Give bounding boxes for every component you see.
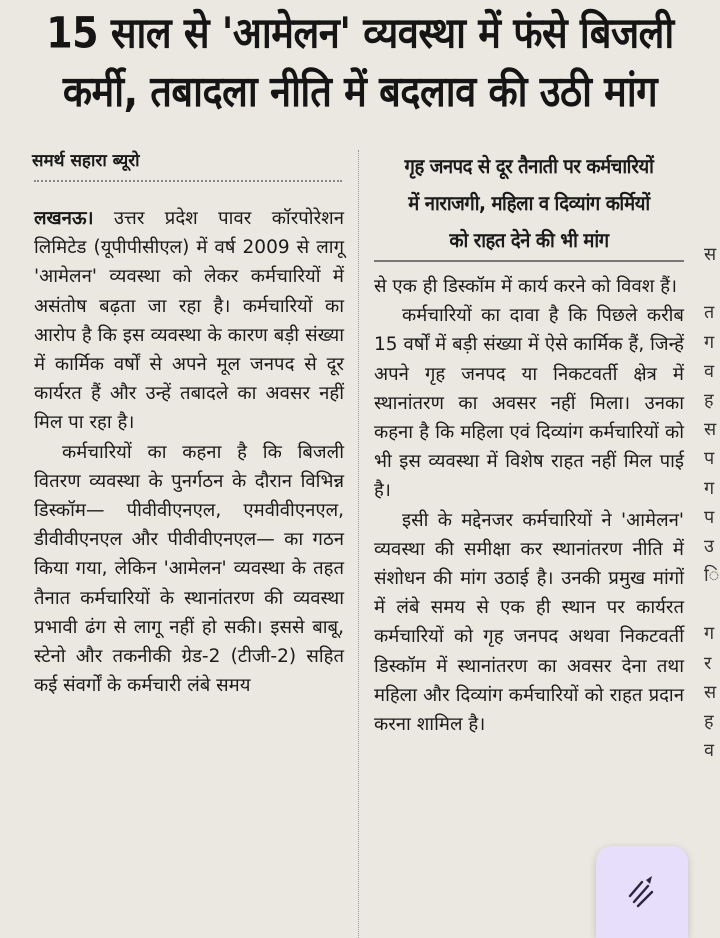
cutoff-glyph: प: [704, 448, 715, 470]
cutoff-glyph: ह: [704, 711, 714, 732]
paragraph-text: उत्तर प्रदेश पावर कॉरपोरेशन लिमिटेड (यूपीपीसीएल) में वर्ष 2009 से लागू 'आमेलन' व्यवस्था को लेकर कर्मचारियों में असंतोष बढ़ता जा रहा है। कर्मचारियों का आरोप है कि इस व्यवस्था के कारण बड़ी संख्या में कार्मिक वर्षों से अपने मूल जनपद से दूर कार्यरत हैं और उन्हें तबादले का अवसर नहीं मिल पा रहा है।: [34, 208, 344, 434]
cutoff-glyph: [704, 269, 720, 298]
cutoff-glyph: स: [704, 681, 717, 703]
column-separator: [358, 150, 359, 938]
byline: समर्थ सहारा ब्यूरो: [32, 151, 140, 171]
cutoff-glyph: त: [704, 302, 715, 324]
cutoff-glyph: व: [704, 740, 715, 762]
cutoff-glyph: ग: [704, 623, 715, 645]
paragraph: कर्मचारियों का कहना है कि बिजली वितरण व्यवस्था के पुनर्गठन के दौरान विभिन्न डिस्कॉम— पीवीवीएनएल, एमवीवीएनएल, डीवीवीएनएल और पीवीवीएनएल— का गठन किया गया, लेकिन 'आमेलन' व्यवस्था के तहत तैनात कर्मचारियों के स्थानांतरण की व्यवस्था प्रभावी ढंग से लागू नहीं हो सकी। इससे बाबू, स्टेनो और तकनीकी ग्रेड-2 (टीजी-2) सहित कई संवर्गों के कर्मचारी लंबे समय: [34, 441, 344, 697]
cutoff-glyph: ह: [704, 389, 714, 411]
headline-line-2: कर्मी, तबादला नीति में बदलाव की उठी मांग: [62, 66, 658, 116]
cutoff-glyph: र: [704, 652, 712, 674]
dateline: लखनऊ।: [34, 208, 94, 229]
cutoff-glyph: स: [704, 419, 717, 441]
cutoff-glyph: प: [704, 506, 715, 528]
cutoff-glyph: स: [704, 244, 717, 265]
cutoff-glyph: ग: [704, 477, 715, 499]
cutoff-glyph: ि: [704, 565, 720, 587]
article-column-1: [34, 204, 344, 700]
cutoff-glyph: उ: [704, 535, 714, 557]
adjacent-column-cutoff: [704, 240, 720, 765]
article-column-2: [374, 272, 684, 739]
subheadline: [385, 148, 674, 259]
cutoff-glyph: [704, 590, 720, 619]
paragraph: इसी के मद्देनजर कर्मचारियों ने 'आमेलन' व्यवस्था की समीक्षा कर स्थानांतरण नीति में संशोधन की मांग उठाई है। उनकी प्रमुख मांगों में लंबे समय से एक ही स्थान पर कार्यरत कर्मचारियों को गृह जनपद अथवा निकटवर्ती डिस्कॉम में स्थानांतरण का अवसर देना तथा महिला और दिव्यांग कर्मचारियों को राहत प्रदान करना शामिल है।: [374, 509, 684, 736]
cutoff-glyph: व: [704, 360, 715, 382]
byline-divider: [34, 180, 342, 182]
paragraph: से एक ही डिस्कॉम में कार्य करने को विवश हैं।: [374, 276, 678, 297]
pen-scribble-icon: [626, 874, 658, 910]
subheadline-divider: [374, 260, 684, 262]
subheadline-line-1: गृह जनपद से दूर तैनाती पर कर्मचारियों: [404, 154, 654, 178]
subheadline-line-3: को राहत देने की भी मांग: [449, 228, 609, 252]
headline-line-1: 15 साल से 'आमेलन' व्यवस्था में फंसे बिजली: [46, 8, 674, 58]
paragraph: [34, 204, 344, 438]
edit-button[interactable]: [596, 846, 688, 938]
headline: [0, 4, 720, 120]
paragraph: कर्मचारियों का दावा है कि पिछले करीब 15 वर्षों में बड़ी संख्या में ऐसे कार्मिक हैं, जिन्हें अपने गृह जनपद या निकटवर्ती क्षेत्र में स्थानांतरण का अवसर नहीं मिला। उनका कहना है कि महिला एवं दिव्यांग कर्मचारियों को भी इस व्यवस्था में विशेष राहत नहीं मिल पाई है।: [374, 305, 684, 502]
cutoff-glyph: ग: [704, 331, 715, 353]
subheadline-line-2: में नाराजगी, महिला व दिव्यांग कर्मियों: [408, 191, 650, 215]
